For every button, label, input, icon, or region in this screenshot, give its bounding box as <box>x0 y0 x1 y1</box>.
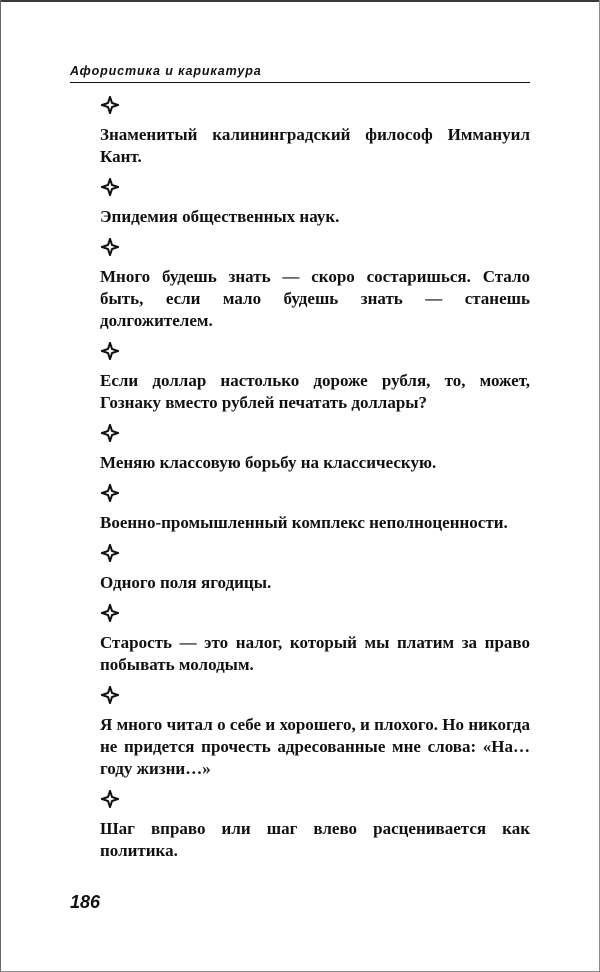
aphorism-entry <box>100 544 530 594</box>
aphorism-entry <box>100 604 530 676</box>
aphorism-list <box>100 96 530 872</box>
four-point-star-icon <box>101 178 119 196</box>
aphorism-text: Эпидемия общественных наук. <box>100 207 340 226</box>
four-point-star-icon <box>101 484 119 502</box>
aphorism-entry <box>100 484 530 534</box>
aphorism-text: Если доллар настолько дороже рубля, то, может, Гознаку вместо рублей печатать доллары? <box>100 371 530 412</box>
aphorism-text: Шаг вправо или шаг влево расценивается как политика. <box>100 819 530 860</box>
aphorism-entry <box>100 424 530 474</box>
four-point-star-icon <box>101 238 119 256</box>
four-point-star-icon <box>101 96 119 114</box>
aphorism-text: Много будешь знать — скоро состаришься. Стало быть, если мало будешь знать — станешь долгожителем. <box>100 267 530 330</box>
running-header <box>70 62 530 83</box>
aphorism-entry <box>100 790 530 862</box>
page-edge-top <box>0 0 600 2</box>
four-point-star-icon <box>101 604 119 622</box>
four-point-star-icon <box>101 424 119 442</box>
four-point-star-icon <box>101 686 119 704</box>
aphorism-text: Знаменитый калининградский философ Иммануил Кант. <box>100 125 530 166</box>
page-number: 186 <box>70 892 101 912</box>
aphorism-entry <box>100 96 530 168</box>
aphorism-text: Меняю классовую борьбу на классическую. <box>100 453 437 472</box>
aphorism-entry <box>100 342 530 414</box>
aphorism-entry <box>100 686 530 780</box>
four-point-star-icon <box>101 790 119 808</box>
page-edge-left <box>0 0 1 972</box>
aphorism-text: Я много читал о себе и хорошего, и плохого. Но никогда не придется прочесть адресованные мне слова: «На… году жизни…» <box>100 715 530 778</box>
aphorism-text: Одного поля ягодицы. <box>100 573 272 592</box>
running-header-title: Афористика и карикатура <box>70 64 262 78</box>
aphorism-text: Военно-промышленный комплекс неполноценности. <box>100 513 508 532</box>
aphorism-entry <box>100 238 530 332</box>
four-point-star-icon <box>101 342 119 360</box>
aphorism-entry <box>100 178 530 228</box>
four-point-star-icon <box>101 544 119 562</box>
aphorism-text: Старость — это налог, который мы платим за право побывать молодым. <box>100 633 530 674</box>
